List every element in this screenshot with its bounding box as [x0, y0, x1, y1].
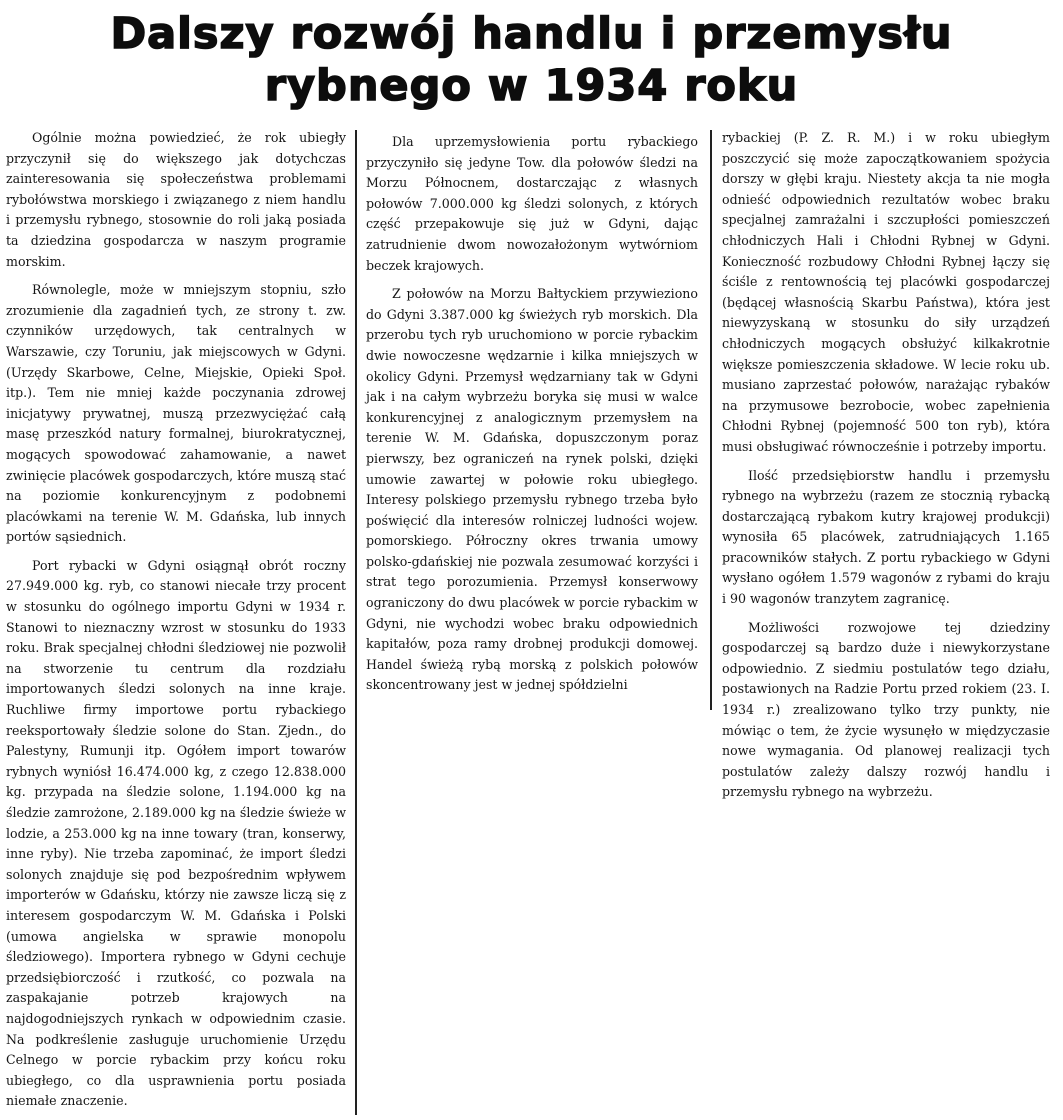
headline [0, 8, 1063, 112]
headline-line-1: Dalszy rozwój handlu i przemysłu [110, 9, 953, 59]
paragraph: Możliwości rozwojowe tej dziedziny gospodarczej są bardzo duże i niewykorzystane odpowiednio. Z siedmiu postulatów tego działu, postawionych na Radzie Portu przed rokiem (23. I. 1934 r.) zrealizowano tylko trzy punkty, nie mówiąc o tem, że życie wysunęło w międzyczasie nowe wymagania. Od planowej realizacji tych postulatów zależy dalszy rozwój handlu i przemysłu rybnego na wybrzeżu. [722, 619, 1050, 800]
paragraph: rybackiej (P. Z. R. M.) i w roku ubiegłym poszczycić się może zapoczątkowaniem spożycia dorszy w głębi kraju. Niestety akcja ta nie mogła odnieść odpowiednich rezultatów wobec braku specjalnej zamrażalni i szczupłości pomieszczeń chłodniczych Hali i Chłodni Rybnej w Gdyni. Konieczność rozbudowy Chłodni Rybnej łączy się ściśle z rentownością tej placówki gospodarczej (będącej własnością Skarbu Państwa), która jest niewyzyskaną w stosunku do siły urządzeń chłodniczych mogących obsłużyć kilkakrotnie większe pomieszczenia składowe. W lecie roku ub. musiano zaprzestać połowów, narażając rybaków na przymusowe bezrobocie, wobec zapełnienia Chłodni Rybnej (pojemność 500 ton ryb), która musi obsługiwać równocześnie i potrzeby importu. [722, 130, 1050, 454]
article-column-3 [722, 128, 1050, 811]
headline-line-2: rybnego w 1934 roku [264, 61, 799, 111]
paragraph: Ogólnie można powiedzieć, że rok ubiegły przyczynił się do większego jak dotychczas zainteresowania się społeczeństwa problemami rybołówstwa morskiego i związanego z niem handlu i przemysłu rybnego, stosownie do roli jaką posiada ta dziedzina gospodarcza w naszym programie morskim. [6, 130, 346, 269]
column-divider [710, 130, 712, 710]
paragraph: Równolegle, może w mniejszym stopniu, szło zrozumienie dla zagadnień tych, ze strony t. zw. czynników urzędowych, tak centralnych w Warszawie, czy Toruniu, jak miejscowych w Gdyni. (Urzędy Skarbowe, Celne, Miejskie, Opieki Społ. itp.). Tem nie mniej każde poczynania zdrowej inicjatywy prywatnej, muszą przezwyciężać całą masę przeszkód natury formalnej, biurokratycznej, mogących spowodować zahamowanie, a nawet zwinięcie placówek gospodarczych, które muszą stać na poziomie konkurencyjnym z podobnemi placówkami na terenie W. M. Gdańska, lub innych portów sąsiednich. [6, 282, 346, 545]
paragraph: Z połowów na Morzu Bałtyckiem przywieziono do Gdyni 3.387.000 kg świeżych ryb morskich. Dla przerobu tych ryb uruchomiono w porcie rybackim dwie nowoczesne wędzarnie i kilka mniejszych w okolicy Gdyni. Przemysł wędzarniany tak w Gdyni jak i na całym wybrzeżu boryka się musi w walce konkurencyjnej z analogicznym przemysłem na terenie W. M. Gdańska, dopuszczonym poraz pierwszy, bez ograniczeń na rynek polski, dzięki umowie zawartej w połowie roku ubiegłego. Interesy polskiego przemysłu rybnego trzeba było poświęcić dla interesów rolniczej ludności wojew. pomorskiego. Półroczny okres trwania umowy polsko-gdańskiej nie pozwala zesumować korzyści i strat tego porozumienia. Przemysł konserwowy ograniczony do dwu placówek w porcie rybackim w Gdyni, nie wychodzi wobec braku odpowiednich kapitałów, poza ramy drobnej produkcji domowej. Handel świeżą rybą morską z polskich połowów skoncentrowany jest w jednej spółdzielni [366, 286, 698, 693]
column-divider [355, 130, 357, 1115]
article-column-2 [366, 132, 698, 704]
paragraph: Port rybacki w Gdyni osiągnął obrót roczny 27.949.000 kg. ryb, co stanowi niecałe trzy procent w stosunku do ogólnego importu Gdyni w 1934 r. Stanowi to nieznaczny wzrost w stosunku do 1933 roku. Brak specjalnej chłodni śledziowej nie pozwolił na stworzenie tu centrum dla rozdziału importowanych śledzi solonych na inne kraje. Ruchliwe firmy importowe portu rybackiego reeksportowały śledzie solone do Stan. Zjedn., do Palestyny, Rumunji itp. Ogółem import towarów rybnych wyniósł 16.474.000 kg, z czego 12.838.000 kg. przypada na śledzie solone, 1.194.000 kg na śledzie zamrożone, 2.189.000 kg na śledzie świeże w lodzie, a 253.000 kg na inne towary (tran, konserwy, inne ryby). Nie trzeba zapominać, że import śledzi solonych znajduje się pod bezpośrednim wpływem importerów w Gdańsku, którzy nie zawsze liczą się z interesem gospodarczym W. M. Gdańska i Polski (umowa angielska w sprawie monopolu śledziowego). Importera rybnego w Gdyni cechuje przedsiębiorczość i rzutkość, co pozwala na zaspakajanie potrzeb krajowych na najdogodniejszych rynkach w odpowiednim czasie. Na podkreślenie zasługuje uruchomienie Urzędu Celnego w porcie rybackim przy końcu roku ubiegłego, co dla usprawnienia portu posiada niemałe znaczenie. [6, 557, 346, 1109]
article-column-1 [6, 128, 346, 1120]
paragraph: Ilość przedsiębiorstw handlu i przemysłu rybnego na wybrzeżu (razem ze stocznią rybacką dostarczającą rybakom kutry krajowej produkcji) wynosiła 65 placówek, zatrudniających 1.165 pracowników stałych. Z portu rybackiego w Gdyni wysłano ogółem 1.579 wagonów z rybami do kraju i 90 wagonów tranzytem zagranicę. [722, 467, 1050, 607]
paragraph: Dla uprzemysłowienia portu rybackiego przyczyniło się jedyne Tow. dla połowów śledzi na Morzu Północnem, dostarczając z własnych połowów 7.000.000 kg śledzi solonych, z których część przepakowuje się już w Gdyni, dając zatrudnienie dwom nowozałożonym wytwórniom beczek krajowych. [366, 134, 698, 273]
